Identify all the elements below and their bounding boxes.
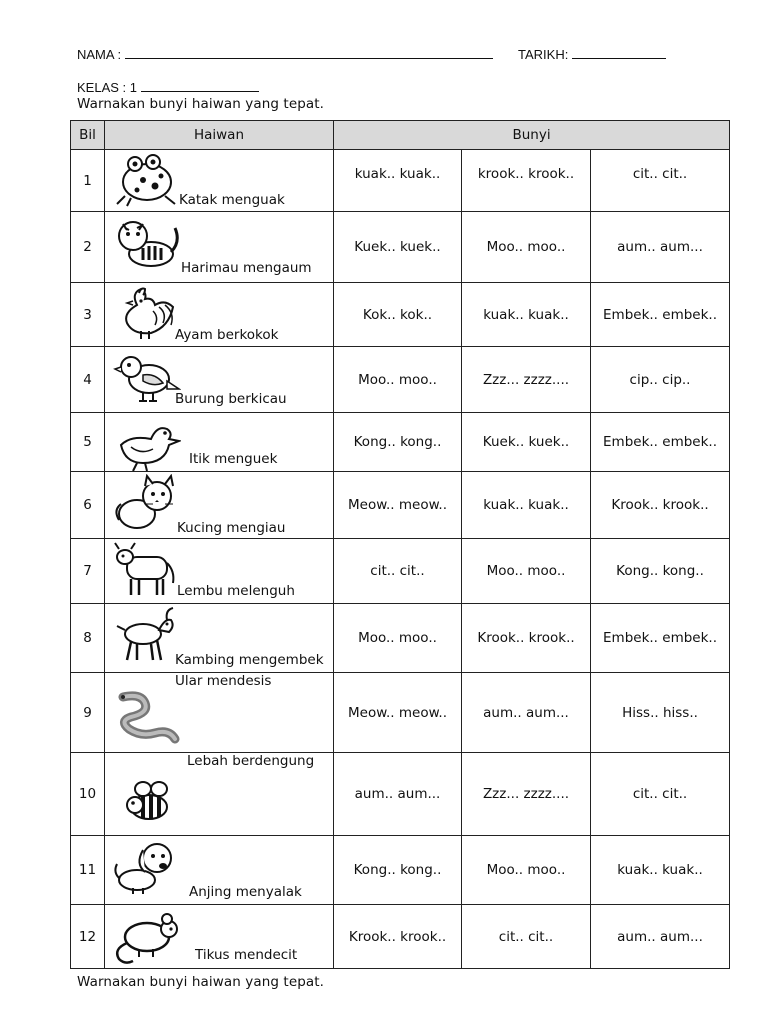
sound-option[interactable]: cip.. cip.. [591,347,730,413]
animal-cell [105,753,334,836]
instruction-top: Warnakan bunyi haiwan yang tepat. [77,96,325,112]
table-row [71,604,730,673]
table-row [71,673,730,753]
duck-icon [113,415,181,473]
animal-label: Katak menguak [179,192,285,208]
animal-cell [105,836,334,905]
sound-option[interactable]: cit.. cit.. [462,905,591,969]
worksheet-table [70,120,730,969]
sound-option[interactable]: Embek.. embek.. [591,283,730,347]
table-row [71,905,730,969]
sound-option[interactable]: Krook.. krook.. [334,905,462,969]
animal-label: Kambing mengembek [175,652,324,668]
animal-label: Lebah berdengung [187,753,315,769]
sound-option[interactable]: Krook.. krook.. [462,604,591,673]
dog-icon [113,838,181,896]
animal-cell [105,413,334,472]
animal-cell [105,283,334,347]
row-number: 11 [71,836,105,905]
tarikh-label: TARIKH: [518,47,569,62]
animal-cell [105,472,334,539]
bee-icon [113,773,181,831]
sound-option[interactable]: kuak.. kuak.. [462,472,591,539]
animal-cell [105,212,334,283]
sound-option[interactable]: aum.. aum... [334,753,462,836]
goat-icon [113,606,181,664]
sound-option[interactable]: cit.. cit.. [591,150,730,212]
row-number: 5 [71,413,105,472]
table-row [71,472,730,539]
nama-blank[interactable] [125,46,493,59]
table-row [71,347,730,413]
animal-label: Ayam berkokok [175,327,279,343]
nama-field [77,46,493,62]
sound-option[interactable]: kuak.. kuak.. [334,150,462,212]
bird-icon [113,349,181,407]
sound-option[interactable]: aum.. aum... [591,212,730,283]
sound-option[interactable]: Embek.. embek.. [591,604,730,673]
sound-option[interactable]: Kong.. kong.. [591,539,730,604]
header-bil: Bil [71,121,105,150]
animal-label: Lembu melenguh [177,583,295,599]
animal-cell [105,347,334,413]
row-number: 8 [71,604,105,673]
sound-option[interactable]: Zzz... zzzz.... [462,753,591,836]
row-number: 9 [71,673,105,753]
sound-option[interactable]: Kong.. kong.. [334,836,462,905]
sound-option[interactable]: Moo.. moo.. [334,347,462,413]
sound-option[interactable]: kuak.. kuak.. [462,283,591,347]
sound-option[interactable]: Meow.. meow.. [334,673,462,753]
table-row [71,150,730,212]
rooster-icon [113,285,181,343]
kelas-blank[interactable] [141,79,259,92]
animal-cell [105,150,334,212]
mouse-icon [113,907,181,965]
tarikh-blank[interactable] [572,46,666,59]
sound-option[interactable]: Kong.. kong.. [334,413,462,472]
sound-option[interactable]: aum.. aum... [462,673,591,753]
row-number: 6 [71,472,105,539]
animal-label: Ular mendesis [175,673,272,689]
sound-option[interactable]: Meow.. meow.. [334,472,462,539]
sound-option[interactable]: aum.. aum... [591,905,730,969]
sound-option[interactable]: Moo.. moo.. [462,836,591,905]
animal-cell [105,604,334,673]
sound-option[interactable]: Moo.. moo.. [462,212,591,283]
animal-cell [105,673,334,753]
row-number: 10 [71,753,105,836]
sound-option[interactable]: cit.. cit.. [591,753,730,836]
sound-option[interactable]: Kok.. kok.. [334,283,462,347]
sound-option[interactable]: Kuek.. kuek.. [462,413,591,472]
snake-icon [113,689,181,747]
animal-label: Tikus mendecit [195,947,298,963]
instruction-bottom: Warnakan bunyi haiwan yang tepat. [77,974,325,990]
sound-option[interactable]: Hiss.. hiss.. [591,673,730,753]
row-number: 2 [71,212,105,283]
tarikh-field [518,46,666,62]
sound-option[interactable]: Zzz... zzzz.... [462,347,591,413]
animal-label: Burung berkicau [175,391,287,407]
frog-icon [113,150,181,208]
animal-cell [105,539,334,604]
animal-cell [105,905,334,969]
animal-label: Anjing menyalak [189,884,302,900]
kelas-field [77,79,259,95]
table-row [71,539,730,604]
animal-label: Harimau mengaum [181,260,312,276]
row-number: 4 [71,347,105,413]
row-number: 3 [71,283,105,347]
sound-option[interactable]: krook.. krook.. [462,150,591,212]
table-row [71,836,730,905]
animal-label: Kucing mengiau [177,520,286,536]
row-number: 7 [71,539,105,604]
kelas-label: KELAS : 1 [77,80,137,95]
sound-option[interactable]: Kuek.. kuek.. [334,212,462,283]
sound-option[interactable]: kuak.. kuak.. [591,836,730,905]
sound-option[interactable]: Moo.. moo.. [462,539,591,604]
animal-label: Itik menguek [189,451,278,467]
row-number: 12 [71,905,105,969]
nama-label: NAMA : [77,47,122,62]
table-row [71,283,730,347]
sound-option[interactable]: Moo.. moo.. [334,604,462,673]
cow-icon [113,541,181,599]
sound-option[interactable]: cit.. cit.. [334,539,462,604]
table-header-row [71,121,730,150]
header-haiwan: Haiwan [105,121,334,150]
tiger-icon [113,214,181,272]
sound-option[interactable]: Krook.. krook.. [591,472,730,539]
cat-icon [113,474,181,532]
table-row [71,413,730,472]
row-number: 1 [71,150,105,212]
sound-option[interactable]: Embek.. embek.. [591,413,730,472]
table-row [71,753,730,836]
table-row [71,212,730,283]
header-bunyi: Bunyi [334,121,730,150]
